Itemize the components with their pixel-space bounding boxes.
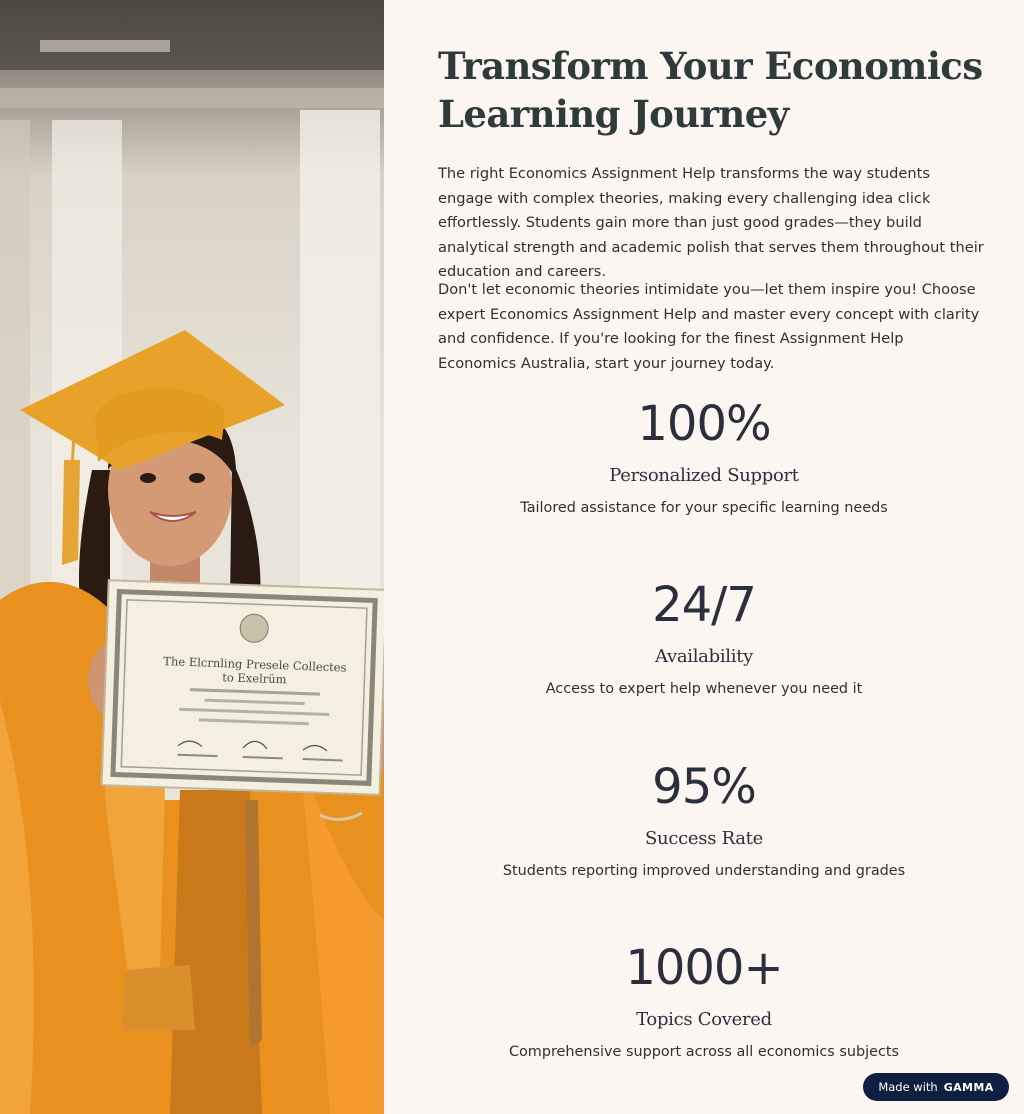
- stat-label: Availability: [654, 646, 753, 667]
- stat-success-rate: [384, 759, 1024, 881]
- stat-value: 95%: [652, 759, 756, 815]
- cta-paragraph: Don't let economic theories intimidate you—let them inspire you! Choose expert Economics Assignment Help and master every concept with clarity and confidence. If you're looking for the finest Assignment Help Economics Australia, start your journey today.: [438, 281, 980, 372]
- stat-value: 24/7: [652, 577, 756, 633]
- stat-availability: [384, 577, 1024, 699]
- intro-paragraph: The right Economics Assignment Help transforms the way students engage with complex theories, making every challenging idea click effortlessly. Students gain more than just good grades—they build analytical strength and academic polish that serves them throughout their education and careers.: [438, 165, 984, 280]
- stat-label: Success Rate: [645, 828, 763, 849]
- title-line-2: Learning Journey: [438, 92, 789, 136]
- stat-personalized-support: [384, 396, 1024, 518]
- hero-image: [0, 0, 384, 1114]
- diploma-title-1: The Elcrnling Presele Collectes: [163, 654, 347, 675]
- graduate-illustration: [0, 0, 384, 1114]
- stat-value: 100%: [637, 396, 771, 452]
- stat-value: 1000+: [625, 940, 783, 996]
- stat-description: Comprehensive support across all economics subjects: [508, 1044, 900, 1060]
- stat-description: Tailored assistance for your specific learning needs: [520, 500, 888, 516]
- stat-description: Access to expert help whenever you need it: [545, 681, 863, 697]
- stat-label: Personalized Support: [609, 465, 799, 486]
- gamma-logo: GAMMA: [943, 1080, 994, 1094]
- diploma-title-2: to Exelrüm: [222, 670, 287, 687]
- badge-prefix: Made with: [878, 1080, 938, 1094]
- page-title: [438, 42, 998, 138]
- content-panel: [384, 0, 1024, 1114]
- stat-description: Students reporting improved understanding and grades: [502, 863, 906, 879]
- stat-topics-covered: [384, 940, 1024, 1062]
- title-line-1: Transform Your Economics: [438, 44, 983, 88]
- made-with-gamma-badge[interactable]: [863, 1073, 1009, 1101]
- stat-label: Topics Covered: [636, 1009, 772, 1030]
